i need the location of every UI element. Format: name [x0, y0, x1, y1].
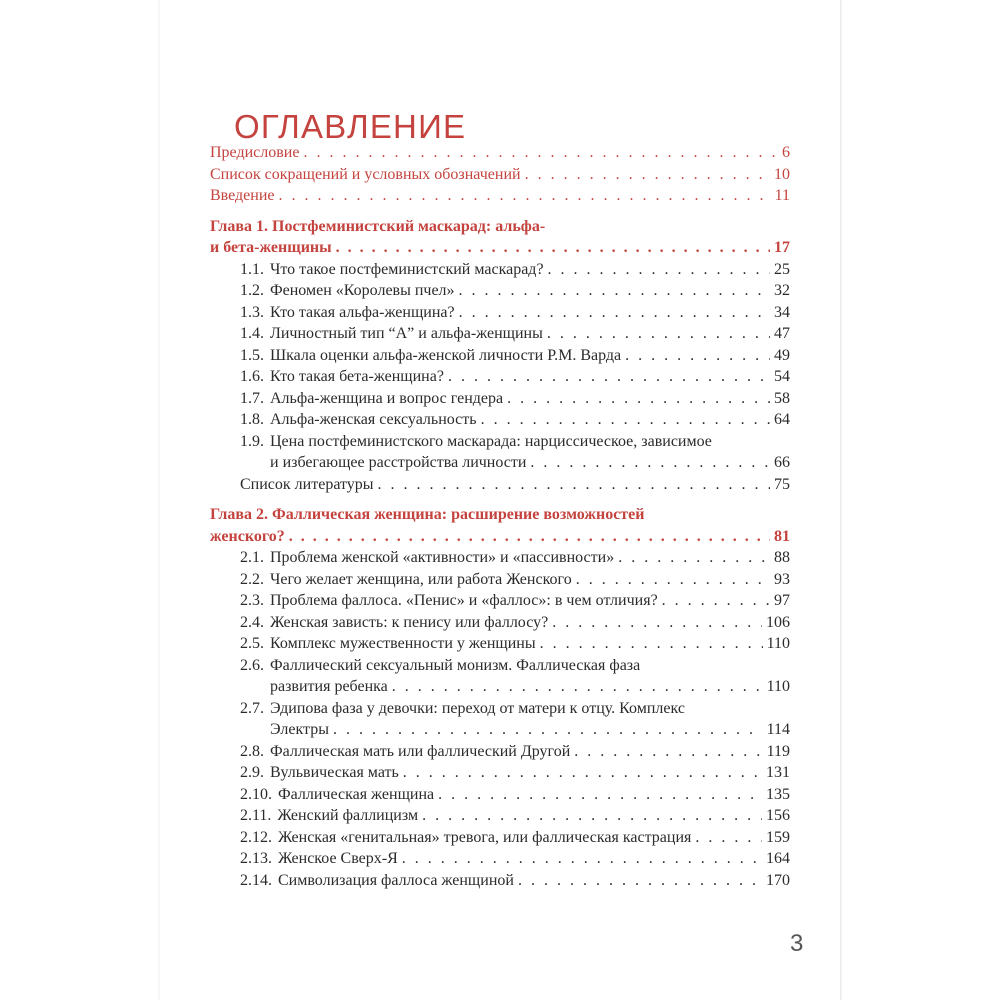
entry-page: 34 [774, 303, 790, 321]
entry-label: Электры [270, 721, 329, 738]
entry-page: 135 [766, 785, 790, 803]
leader-dots [662, 590, 770, 612]
toc-entry-section[interactable] [210, 741, 790, 763]
entry-label: Фаллическая женщина [278, 785, 435, 803]
section-number: 1.6. [240, 368, 264, 385]
entry-page: 10 [774, 165, 790, 183]
entry-label: женского? [210, 527, 285, 545]
section-number: 1.7. [240, 389, 264, 407]
entry-page: 131 [766, 764, 790, 781]
entry-label: Проблема женской «активности» и «пассивности» [270, 549, 615, 566]
entry-page: 11 [774, 187, 790, 204]
section-number: 1.5. [240, 346, 264, 364]
entry-label: Женское Сверх-Я [278, 850, 398, 867]
section-number: 1.9. [240, 432, 264, 450]
leader-dots [333, 719, 763, 741]
entry-label: Чего желает женщина, или работа Женского [270, 570, 572, 588]
leader-dots [625, 345, 770, 367]
toc-entry-section[interactable] [210, 366, 790, 388]
entry-page: 119 [766, 742, 790, 760]
entry-page: 110 [766, 678, 790, 695]
leader-dots [540, 633, 763, 655]
leader-dots [279, 185, 771, 207]
toc-entry-section[interactable] [210, 431, 790, 453]
entry-page: 93 [774, 570, 790, 588]
entry-label: Фаллический сексуальный монизм. Фаллическая фаза [270, 656, 641, 674]
leader-dots [448, 366, 770, 388]
leader-dots [576, 569, 770, 591]
toc-entry-section[interactable] [210, 784, 790, 806]
toc-entry-section[interactable] [210, 259, 790, 281]
toc-entry-section[interactable] [210, 870, 790, 892]
section-number: 2.14. [240, 871, 272, 889]
leader-dots [403, 762, 762, 784]
toc-entry-section[interactable] [210, 547, 790, 569]
entry-page: 170 [766, 871, 790, 889]
leader-dots [618, 547, 770, 569]
entry-page: 6 [782, 144, 790, 161]
entry-label: Вульвическая мать [270, 764, 399, 781]
page-title: ОГЛАВЛЕНИЕ [234, 108, 467, 146]
toc-entry-section[interactable] [210, 590, 790, 612]
entry-label: Личностный тип “А” и альфа-женщины [270, 325, 543, 342]
entry-label: Альфа-женщина и вопрос гендера [270, 389, 504, 407]
toc-entry-section[interactable] [210, 633, 790, 655]
entry-label: Предисловие [210, 144, 300, 161]
toc-entry-section[interactable] [210, 388, 790, 410]
entry-page: 106 [766, 613, 790, 631]
leader-dots [507, 388, 770, 410]
toc-entry-section[interactable] [210, 345, 790, 367]
entry-page: 164 [766, 850, 790, 867]
entry-page: 49 [774, 346, 790, 364]
entry-label: Цена постфеминистского маскарада: нарциссическое, зависимое [270, 432, 712, 450]
toc-entry-section[interactable] [210, 612, 790, 634]
section-number: 2.7. [240, 699, 264, 717]
section-number: 2.8. [240, 742, 264, 760]
entry-page: 66 [774, 454, 790, 471]
leader-dots [438, 784, 762, 806]
toc-entry-section[interactable] [210, 805, 790, 827]
entry-label: Фаллическая мать или фаллический Другой [270, 742, 571, 760]
toc-entry-abbreviations[interactable] [210, 164, 790, 186]
toc-entry-section-cont[interactable] [210, 719, 790, 741]
entry-label: Альфа-женская сексуальность [270, 411, 477, 428]
left-margin [0, 0, 160, 1000]
section-number: 2.2. [240, 570, 264, 588]
entry-label: Женский фаллицизм [277, 807, 419, 824]
toc-entry-references[interactable] [210, 474, 790, 496]
section-number: 2.9. [240, 764, 264, 781]
chapter-2-title[interactable]: Глава 2. Фаллическая женщина: расширение возможностей [210, 506, 645, 523]
toc-entry-section[interactable] [210, 698, 790, 720]
leader-dots [548, 259, 770, 281]
entry-page: 58 [774, 389, 790, 407]
entry-label: Эдипова фаза у девочки: переход от матери к отцу. Комплекс [270, 699, 685, 717]
section-number: 1.3. [240, 303, 264, 321]
entry-page: 159 [766, 828, 790, 846]
toc-entry-section-cont[interactable] [210, 676, 790, 698]
toc-entry-section-cont[interactable] [210, 452, 790, 474]
entry-label: развития ребенка [270, 678, 388, 695]
leader-dots [392, 676, 763, 698]
entry-page: 25 [774, 260, 790, 278]
entry-label: Проблема фаллоса. «Пенис» и «фаллос»: в чем отличия? [270, 592, 658, 609]
entry-page: 88 [774, 549, 790, 566]
leader-dots [459, 302, 770, 324]
toc-entry-section[interactable] [210, 655, 790, 677]
entry-label: Комплекс мужественности у женщины [270, 635, 536, 652]
chapter-2-title-end[interactable] [210, 526, 790, 548]
entry-page: 97 [774, 592, 790, 609]
leader-dots [422, 805, 762, 827]
section-number: 2.4. [240, 613, 264, 631]
entry-label: Что такое постфеминистский маскарад? [270, 260, 544, 278]
leader-dots [459, 280, 770, 302]
page-number: 3 [790, 930, 804, 957]
leader-dots [695, 827, 762, 849]
leader-dots [552, 612, 762, 634]
table-of-contents [210, 142, 790, 891]
chapter-1-title-end[interactable] [210, 237, 790, 259]
toc-entry-preface[interactable] [210, 142, 790, 164]
toc-entry-section[interactable] [210, 848, 790, 870]
leader-dots [481, 409, 770, 431]
entry-label: Символизация фаллоса женщиной [278, 871, 514, 889]
section-number: 2.1. [240, 549, 264, 566]
leader-dots [530, 452, 770, 474]
toc-entry-section[interactable] [210, 409, 790, 431]
toc-entry-section[interactable] [210, 280, 790, 302]
right-margin [840, 0, 1000, 1000]
entry-page: 17 [774, 239, 790, 256]
toc-entry-section[interactable] [210, 827, 790, 849]
entry-page: 64 [774, 411, 790, 428]
entry-page: 54 [774, 368, 790, 385]
toc-entry-section[interactable] [210, 323, 790, 345]
entry-label: Феномен «Королевы пчел» [270, 282, 455, 299]
leader-dots [518, 870, 762, 892]
entry-label: Женская зависть: к пенису или фаллосу? [270, 613, 549, 631]
chapter-1-title[interactable]: Глава 1. Постфеминистский маскарад: альфа- [210, 217, 546, 235]
entry-page: 114 [766, 721, 790, 738]
entry-page: 110 [766, 635, 790, 652]
section-number: 2.6. [240, 656, 264, 674]
section-number: 1.1. [240, 260, 264, 278]
section-number: 2.3. [240, 592, 264, 609]
section-number: 2.13. [240, 850, 272, 867]
entry-label: Женская «генитальная» тревога, или фаллическая кастрация [278, 828, 692, 846]
leader-dots [303, 142, 778, 164]
entry-page: 81 [774, 527, 790, 545]
toc-entry-introduction[interactable] [210, 185, 790, 207]
toc-entry-section[interactable] [210, 762, 790, 784]
entry-label: и бета-женщины [210, 239, 332, 256]
leader-dots [547, 323, 770, 345]
leader-dots [574, 741, 762, 763]
section-number: 1.4. [240, 325, 264, 342]
toc-entry-section[interactable] [210, 569, 790, 591]
section-number: 1.8. [240, 411, 264, 428]
entry-label: и избегающее расстройства личности [270, 454, 527, 471]
leader-dots [402, 848, 762, 870]
toc-entry-section[interactable] [210, 302, 790, 324]
section-number: 1.2. [240, 282, 264, 299]
entry-label: Кто такая бета-женщина? [270, 368, 444, 385]
leader-dots [336, 237, 770, 259]
entry-page: 75 [774, 475, 790, 493]
entry-label: Шкала оценки альфа-женской личности Р.М. Варда [270, 346, 622, 364]
entry-label: Кто такая альфа-женщина? [270, 303, 455, 321]
entry-page: 47 [774, 325, 790, 342]
section-number: 2.5. [240, 635, 264, 652]
entry-page: 32 [774, 282, 790, 299]
section-number: 2.12. [240, 828, 272, 846]
leader-dots [525, 164, 770, 186]
entry-label: Список литературы [240, 475, 374, 493]
entry-label: Введение [210, 187, 275, 204]
leader-dots [289, 526, 770, 548]
entry-page: 156 [766, 807, 790, 824]
section-number: 2.10. [240, 785, 272, 803]
entry-label: Список сокращений и условных обозначений [210, 165, 521, 183]
section-number: 2.11. [240, 807, 272, 824]
leader-dots [378, 474, 770, 496]
